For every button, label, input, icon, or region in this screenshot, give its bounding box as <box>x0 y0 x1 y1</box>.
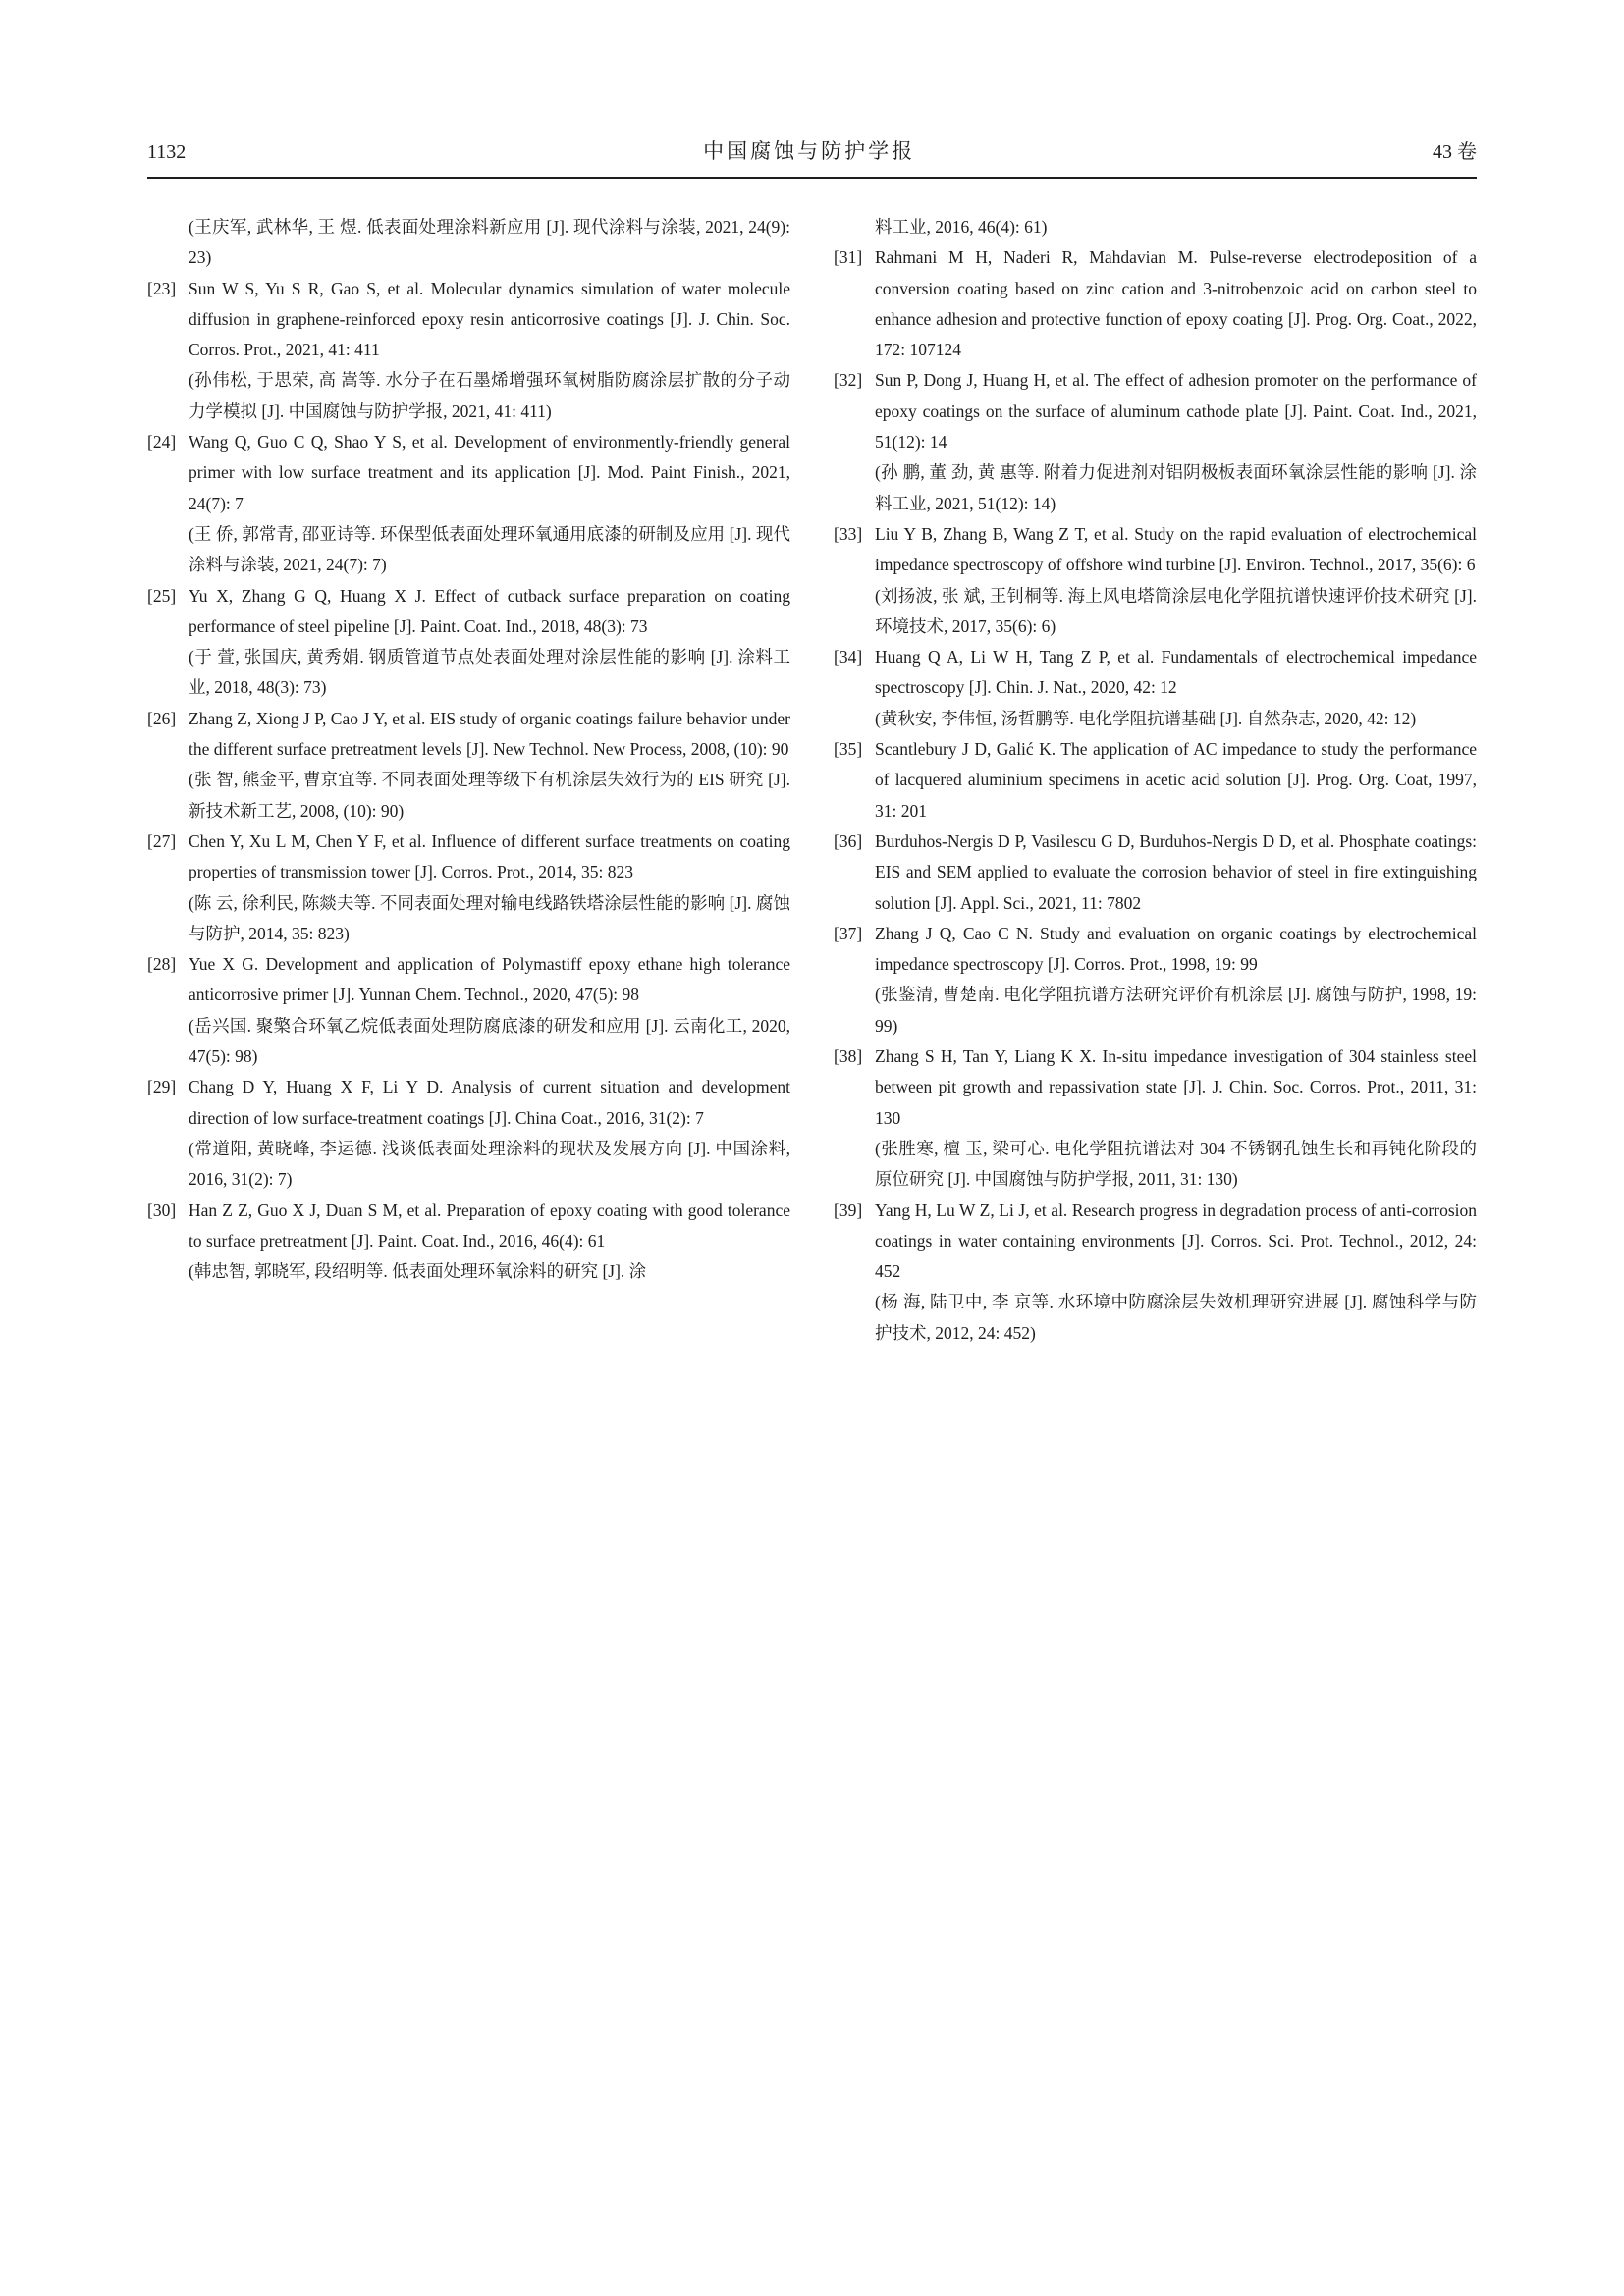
reference-number: [29] <box>147 1077 177 1097</box>
reference-entry <box>834 827 1477 919</box>
reference-chinese-text: (韩忠智, 郭晓军, 段绍明等. 低表面处理环氧涂料的研究 [J]. 涂 <box>189 1261 647 1282</box>
reference-entry <box>147 1196 790 1288</box>
reference-number: [30] <box>147 1200 177 1220</box>
references-column-left <box>147 212 790 1349</box>
reference-chinese-text: (孙 鹏, 董 劲, 黄 惠等. 附着力促进剂对铝阴极板表面环氧涂层性能的影响 [J]. 涂料工业, 2021, 51(12): 14) <box>875 462 1477 513</box>
reference-number: [25] <box>147 585 177 606</box>
reference-english-text: Liu Y B, Zhang B, Wang Z T, et al. Study on the rapid evaluation of electrochemical impedance spectroscopy of offshore wind turbine [J]. Environ. Technol., 2017, 35(6): 6 <box>875 523 1477 575</box>
reference-number: [27] <box>147 830 177 851</box>
reference-chinese-text: (王 侨, 郭常青, 邵亚诗等. 环保型低表面处理环氧通用底漆的研制及应用 [J]. 现代涂料与涂装, 2021, 24(7): 7) <box>189 523 790 575</box>
volume-label: 43 卷 <box>1432 141 1477 163</box>
reference-entry <box>834 919 1477 1041</box>
reference-english-text: Chang D Y, Huang X F, Li Y D. Analysis of current situation and development direction of low surface-treatment coatings [J]. China Coat., 2016, 31(2): 7 <box>189 1077 790 1128</box>
reference-number: [31] <box>834 247 863 268</box>
reference-number: [33] <box>834 523 863 544</box>
reference-chinese-text: (孙伟松, 于思荣, 高 嵩等. 水分子在石墨烯增强环氧树脂防腐涂层扩散的分子动力学模拟 [J]. 中国腐蚀与防护学报, 2021, 41: 411) <box>189 370 790 421</box>
reference-entry <box>147 427 790 580</box>
reference-english-text: Yue X G. Development and application of Polymastiff epoxy ethane high tolerance anticorrosive primer [J]. Yunnan Chem. Technol., 2020, 47(5): 98 <box>189 954 790 1005</box>
reference-chinese-text: (王庆军, 武林华, 王 煜. 低表面处理涂料新应用 [J]. 现代涂料与涂装, 2021, 24(9): 23) <box>189 217 790 268</box>
reference-english-text: Wang Q, Guo C Q, Shao Y S, et al. Development of environmently-friendly general primer with low surface treatment and its application [J]. Mod. Paint Finish., 2021, 24(7): 7 <box>189 432 790 513</box>
reference-entry <box>147 274 790 427</box>
reference-entry <box>147 212 790 274</box>
reference-chinese-text: (岳兴国. 聚檠合环氧乙烷低表面处理防腐底漆的研发和应用 [J]. 云南化工, 2020, 47(5): 98) <box>189 1015 790 1067</box>
reference-number: [36] <box>834 830 863 851</box>
reference-number: [32] <box>834 370 863 391</box>
reference-chinese-text: (张鉴清, 曹楚南. 电化学阻抗谱方法研究评价有机涂层 [J]. 腐蚀与防护, 1998, 19: 99) <box>875 985 1477 1036</box>
reference-english-text: Zhang S H, Tan Y, Liang K X. In-situ impedance investigation of 304 stainless steel between pit growth and repassivation state [J]. J. Chin. Soc. Corros. Prot., 2011, 31: 130 <box>875 1046 1477 1128</box>
reference-entry <box>834 519 1477 642</box>
reference-chinese-text: (张 智, 熊金平, 曹京宜等. 不同表面处理等级下有机涂层失效行为的 EIS 研究 [J]. 新技术新工艺, 2008, (10): 90) <box>189 770 790 821</box>
references-column-right <box>834 212 1477 1349</box>
reference-number: [38] <box>834 1046 863 1067</box>
reference-english-text: Yang H, Lu W Z, Li J, et al. Research progress in degradation process of anti-corrosion coatings in water containing environments [J]. Corros. Sci. Prot. Technol., 2012, 24: 452 <box>875 1200 1477 1282</box>
reference-entry <box>834 734 1477 827</box>
reference-number: [35] <box>834 739 863 760</box>
reference-english-text: Sun W S, Yu S R, Gao S, et al. Molecular dynamics simulation of water molecule diffusion in graphene-reinforced epoxy resin anticorrosive coatings [J]. J. Chin. Soc. Corros. Prot., 2021, 41: 411 <box>189 278 790 360</box>
page-header <box>147 135 1477 179</box>
reference-chinese-text: (常道阳, 黄晓峰, 李运德. 浅谈低表面处理涂料的现状及发展方向 [J]. 中国涂料, 2016, 31(2): 7) <box>189 1138 790 1190</box>
reference-entry <box>147 1072 790 1195</box>
reference-chinese-text: (陈 云, 徐利民, 陈燚夫等. 不同表面处理对输电线路铁塔涂层性能的影响 [J]. 腐蚀与防护, 2014, 35: 823) <box>189 892 790 943</box>
reference-entry <box>834 1196 1477 1349</box>
reference-english-text: Scantlebury J D, Galić K. The application of AC impedance to study the performance of lacquered aluminium specimens in acetic acid solution [J]. Prog. Org. Coat, 1997, 31: 201 <box>875 739 1477 821</box>
journal-title: 中国腐蚀与防护学报 <box>703 139 916 163</box>
reference-chinese-text: (黄秋安, 李伟恒, 汤哲鹏等. 电化学阻抗谱基础 [J]. 自然杂志, 2020, 42: 12) <box>875 708 1417 728</box>
reference-english-text: Burduhos-Nergis D P, Vasilescu G D, Burduhos-Nergis D D, et al. Phosphate coatings: EIS and SEM applied to evaluate the corrosion behavior of steel in fire extinguishing solution [J]. Appl. Sci., 2021, 11: 7802 <box>875 830 1477 913</box>
reference-entry <box>834 212 1477 242</box>
reference-entry <box>834 242 1477 365</box>
reference-chinese-text: (于 萱, 张国庆, 黄秀娟. 钢质管道节点处表面处理对涂层性能的影响 [J]. 涂料工业, 2018, 48(3): 73) <box>189 647 790 698</box>
reference-chinese-text: (杨 海, 陆卫中, 李 京等. 水环境中防腐涂层失效机理研究进展 [J]. 腐蚀科学与防护技术, 2012, 24: 452) <box>875 1292 1477 1343</box>
reference-english-text: Han Z Z, Guo X J, Duan S M, et al. Preparation of epoxy coating with good tolerance to surface pretreatment [J]. Paint. Coat. Ind., 2016, 46(4): 61 <box>189 1200 790 1251</box>
reference-entry <box>147 581 790 704</box>
reference-entry <box>834 365 1477 518</box>
reference-entry <box>147 949 790 1072</box>
reference-entry <box>834 642 1477 734</box>
page-number: 1132 <box>147 141 187 163</box>
reference-number: [28] <box>147 954 177 975</box>
reference-english-text: Sun P, Dong J, Huang H, et al. The effect of adhesion promoter on the performance of epoxy coatings on the surface of aluminum cathode plate [J]. Paint. Coat. Ind., 2021, 51(12): 14 <box>875 370 1477 453</box>
reference-number: [26] <box>147 708 177 728</box>
reference-entry <box>834 1041 1477 1195</box>
reference-english-text: Yu X, Zhang G Q, Huang X J. Effect of cutback surface preparation on coating performance of steel pipeline [J]. Paint. Coat. Ind., 2018, 48(3): 73 <box>189 585 790 636</box>
reference-english-text: Chen Y, Xu L M, Chen Y F, et al. Influence of different surface treatments on coating properties of transmission tower [J]. Corros. Prot., 2014, 35: 823 <box>189 830 790 882</box>
reference-entry <box>147 704 790 827</box>
reference-english-text: Rahmani M H, Naderi R, Mahdavian M. Pulse-reverse electrodeposition of a conversion coating based on zinc cation and 3-nitrobenzoic acid on carbon steel to enhance adhesion and protective function of epoxy coating [J]. Prog. Org. Coat., 2022, 172: 107124 <box>875 247 1477 360</box>
reference-number: [37] <box>834 923 863 943</box>
reference-english-text: Huang Q A, Li W H, Tang Z P, et al. Fundamentals of electrochemical impedance spectroscopy [J]. Chin. J. Nat., 2020, 42: 12 <box>875 647 1477 698</box>
reference-number: [34] <box>834 647 863 667</box>
reference-english-text: Zhang Z, Xiong J P, Cao J Y, et al. EIS study of organic coatings failure behavior under the different surface pretreatment levels [J]. New Technol. New Process, 2008, (10): 90 <box>189 708 790 760</box>
reference-number: [23] <box>147 278 177 298</box>
reference-number: [24] <box>147 432 177 453</box>
reference-chinese-text: (刘扬波, 张 斌, 王钊桐等. 海上风电塔筒涂层电化学阻抗谱快速评价技术研究 [J]. 环境技术, 2017, 35(6): 6) <box>875 585 1477 636</box>
reference-columns <box>147 212 1477 1349</box>
reference-chinese-text: (张胜寒, 檀 玉, 梁可心. 电化学阻抗谱法对 304 不锈钢孔蚀生长和再钝化阶段的原位研究 [J]. 中国腐蚀与防护学报, 2011, 31: 130) <box>875 1138 1477 1190</box>
reference-entry <box>147 827 790 949</box>
reference-number: [39] <box>834 1200 863 1220</box>
reference-chinese-text: 料工业, 2016, 46(4): 61) <box>875 217 1048 237</box>
reference-english-text: Zhang J Q, Cao C N. Study and evaluation on organic coatings by electrochemical impedance spectroscopy [J]. Corros. Prot., 1998, 19: 99 <box>875 923 1477 975</box>
